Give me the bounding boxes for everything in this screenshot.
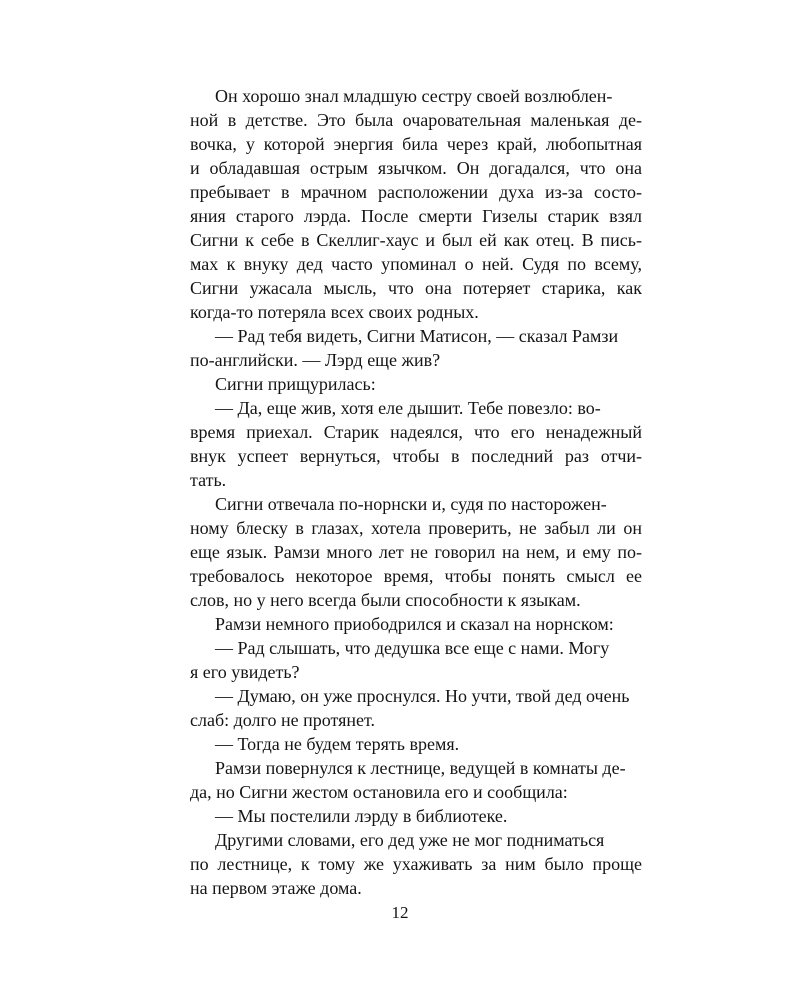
text-line: слаб: долго не протянет. <box>190 710 376 730</box>
text-line: ной в детстве. Это была очаровательная маленькая де- <box>190 110 642 130</box>
text-line: я его увидеть? <box>190 662 300 682</box>
text-line: Сигни прищурилась: <box>215 374 376 394</box>
text-line: Рамзи повернулся к лестнице, ведущей в комнаты де- <box>215 758 626 778</box>
page-number: 12 <box>391 903 409 922</box>
text-line: время приехал. Старик надеялся, что его ненадежный <box>190 422 642 442</box>
text-line: — Рад слышать, что дедушка все еще с нами. Могу <box>215 638 610 658</box>
text-line: яния старого лэрда. После смерти Гизелы старик взял <box>190 206 642 226</box>
text-line: Сигни к себе в Скеллиг-хаус и был ей как отец. В пись- <box>190 230 642 250</box>
text-line: да, но Сигни жестом остановила его и сообщила: <box>190 782 568 802</box>
text-line: тать. <box>190 470 227 490</box>
text-line: внук успеет вернуться, чтобы в последний раз отчи- <box>190 446 642 466</box>
text-line: пребывает в мрачном расположении духа из-за состо- <box>190 182 642 202</box>
text-line: вочка, у которой энергия била через край, любопытная <box>190 134 642 154</box>
text-line: ному блеску в глазах, хотела проверить, не забыл ли он <box>190 518 642 538</box>
text-line: еще язык. Рамзи много лет не говорил на нем, и ему по- <box>190 542 642 562</box>
text-line: требовалось некоторое время, чтобы понять смысл ее <box>190 566 642 586</box>
text-line: по лестнице, к тому же ухаживать за ним было проще <box>190 854 642 874</box>
text-line: слов, но у него всегда были способности к языкам. <box>190 590 581 610</box>
text-line: на первом этаже дома. <box>190 878 362 898</box>
text-line: — Мы постелили лэрду в библиотеке. <box>215 806 508 826</box>
text-line: — Тогда не будем терять время. <box>215 734 460 754</box>
text-line: мах к внуку дед часто упоминал о ней. Судя по всему, <box>190 254 642 274</box>
text-line: Сигни ужасала мысль, что она потеряет старика, как <box>190 278 642 298</box>
text-line: и обладавшая острым язычком. Он догадался, что она <box>190 158 642 178</box>
text-line: Он хорошо знал младшую сестру своей возлюблен- <box>215 86 613 106</box>
text-line: — Да, еще жив, хотя еле дышит. Тебе повезло: во- <box>215 398 601 418</box>
text-line: Рамзи немного приободрился и сказал на норнском: <box>215 614 614 634</box>
text-line: — Рад тебя видеть, Сигни Матисон, — сказал Рамзи <box>215 326 619 346</box>
text-line: когда-то потеряла всех своих родных. <box>190 302 479 322</box>
text-line: по-английски. — Лэрд еще жив? <box>190 350 441 370</box>
text-line: Сигни отвечала по-норнски и, судя по насторожен- <box>215 494 607 514</box>
text-line: Другими словами, его дед уже не мог подниматься <box>215 830 605 850</box>
text-line: — Думаю, он уже проснулся. Но учти, твой дед очень <box>215 686 630 706</box>
